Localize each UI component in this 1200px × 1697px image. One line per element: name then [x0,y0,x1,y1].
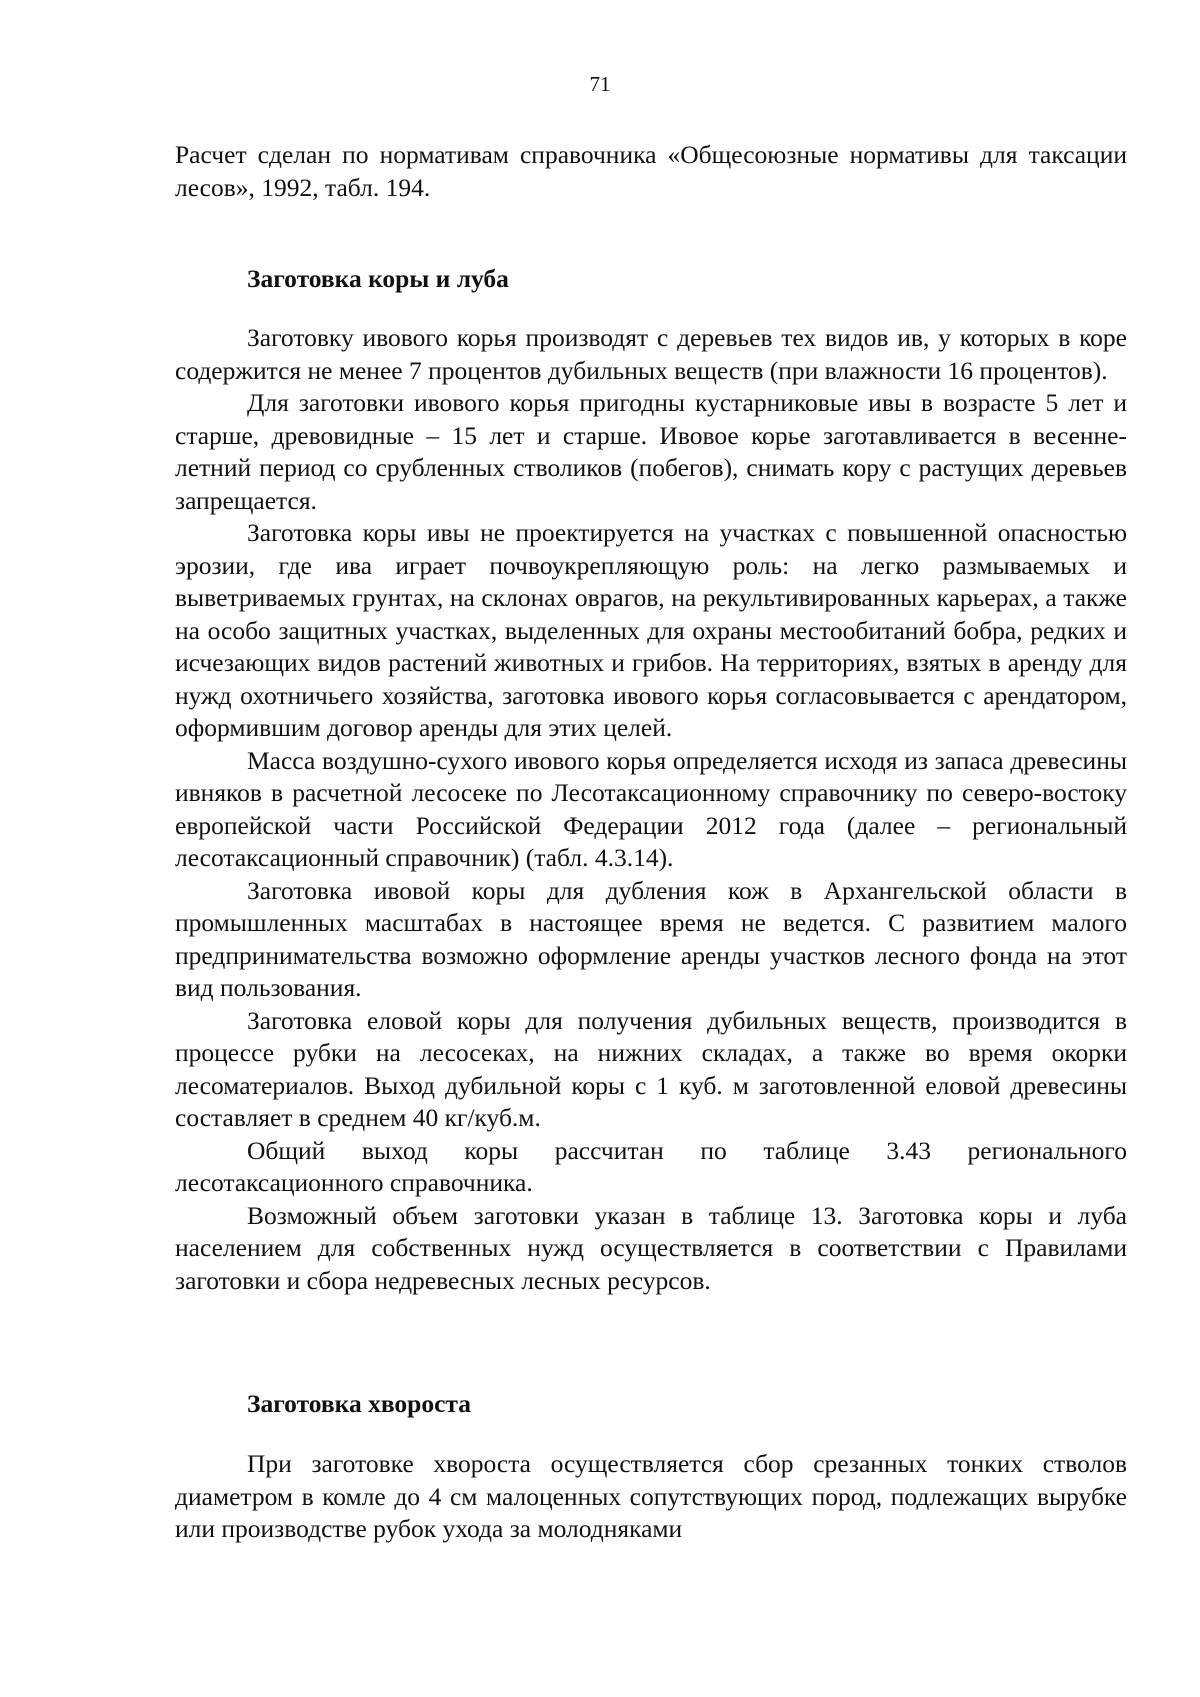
intro-paragraph-block [175,139,1127,204]
paragraph: Возможный объем заготовки указан в таблице 13. Заготовка коры и луба населением для собственных нужд осуществляется в соответствии с Правилами заготовки и сбора недревесных лесных ресурсов. [175,1200,1127,1295]
paragraph: Заготовка коры ивы не проектируется на участках с повышенной опасностью эрозии, где ива играет почвоукрепляющую роль: на легко размываемых и выветриваемых грунтах, на склонах оврагов, на рекультивированных карьерах, а также на особо защитных участках, выделенных для охраны местообитаний бобра, редких и исчезающих видов растений животных и грибов. На территориях, взятых в аренду для нужд охотничьего хозяйства, заготовка ивового корья согласовывается с арендатором, оформившим договор аренды для этих целей. [175,518,1127,742]
paragraph: Масса воздушно-сухого ивового корья определяется исходя из запаса древесины ивняков в расчетной лесосеке по Лесотаксационному справочнику по северо-востоку европейской части Российской Федерации 2012 года (далее – региональный лесотаксационный справочник) (табл. 4.3.14). [175,745,1127,872]
section-body-bark [175,322,1127,1297]
paragraph: Общий выход коры рассчитан по таблице 3.43 регионального лесотаксационного справочника. [175,1135,1127,1197]
section-body-brushwood [175,1448,1127,1546]
intro-paragraph: Расчет сделан по нормативам справочника «Общесоюзные нормативы для таксации лесов», 1992, табл. 194. [175,140,1127,202]
paragraph: Заготовка ивовой коры для дубления кож в Архангельской области в промышленных масштабах в настоящее время не ведется. С развитием малого предпринимательства возможно оформление аренды участков лесного фонда на этот вид пользования. [175,875,1127,1002]
section-heading-bark: Заготовка коры и луба [247,264,509,293]
paragraph: Для заготовки ивового корья пригодны кустарниковые ивы в возрасте 5 лет и старше, древовидные – 15 лет и старше. Ивовое корье заготавливается в весенне-летний период со срубленных стволиков (побегов), снимать кору с растущих деревьев запрещается. [175,388,1127,515]
paragraph: При заготовке хвороста осуществляется сбор срезанных тонких стволов диаметром в комле до 4 см малоценных сопутствующих пород, подлежащих вырубке или производстве рубок ухода за молодняками [175,1449,1127,1543]
paragraph: Заготовка еловой коры для получения дубильных веществ, производится в процессе рубки на лесосеках, на нижних складах, а также во время окорки лесоматериалов. Выход дубильной коры с 1 куб. м заготовленной еловой древесины составляет в среднем 40 кг/куб.м. [175,1005,1127,1132]
section-heading-brushwood: Заготовка хвороста [247,1389,472,1418]
paragraph: Заготовку ивового корья производят с деревьев тех видов ив, у которых в коре содержится не менее 7 процентов дубильных веществ (при влажности 16 процентов). [175,323,1127,385]
page-number: 71 [589,72,611,96]
